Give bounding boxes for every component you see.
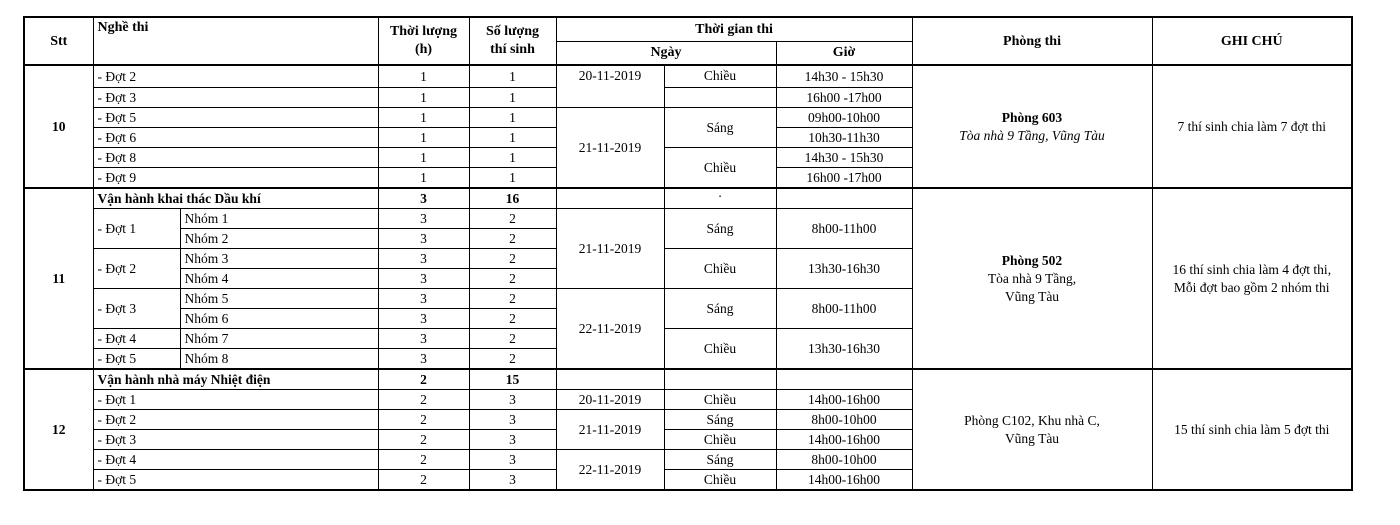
g12-dot: - Đợt 5 bbox=[93, 470, 378, 491]
g11-dot: - Đợt 4 bbox=[93, 329, 180, 349]
g10-time: 14h30 - 15h30 bbox=[776, 148, 912, 168]
g12-note: 15 thí sinh chia làm 5 đợt thi bbox=[1152, 369, 1352, 490]
g11-group: Nhóm 4 bbox=[180, 269, 378, 289]
g11-duration: 3 bbox=[378, 329, 469, 349]
g11-title-count: 16 bbox=[469, 188, 556, 209]
g12-date: 20-11-2019 bbox=[556, 390, 664, 410]
g10-dot: - Đợt 9 bbox=[93, 168, 378, 189]
g11-title-time-blank bbox=[776, 188, 912, 209]
g11-title-date-blank bbox=[556, 188, 664, 209]
g10-dot: - Đợt 8 bbox=[93, 148, 378, 168]
g11-time: 8h00-11h00 bbox=[776, 289, 912, 329]
g12-room-line2: Vũng Tàu bbox=[1004, 430, 1060, 446]
g11-session: Chiều bbox=[664, 249, 776, 289]
g12-session: Sáng bbox=[664, 450, 776, 470]
g10-count: 1 bbox=[469, 88, 556, 108]
g11-count: 2 bbox=[469, 229, 556, 249]
g11-duration: 3 bbox=[378, 209, 469, 229]
g12-count: 3 bbox=[469, 470, 556, 491]
g11-time: 13h30-16h30 bbox=[776, 329, 912, 370]
g10-time: 16h00 -17h00 bbox=[776, 88, 912, 108]
g10-duration: 1 bbox=[378, 108, 469, 128]
g12-session: Chiều bbox=[664, 390, 776, 410]
g12-title-date-blank bbox=[556, 369, 664, 390]
g10-room-name: Phòng 603 bbox=[1001, 109, 1063, 125]
g11-room bbox=[912, 188, 1152, 369]
g10-time: 16h00 -17h00 bbox=[776, 168, 912, 189]
g12-title-time-blank bbox=[776, 369, 912, 390]
g11-group: Nhóm 3 bbox=[180, 249, 378, 269]
g12-duration: 2 bbox=[378, 430, 469, 450]
g12-room bbox=[912, 369, 1152, 490]
g12-duration: 2 bbox=[378, 450, 469, 470]
header-nghe-thi: Nghề thi bbox=[93, 17, 378, 65]
g11-room-name: Phòng 502 bbox=[1001, 252, 1063, 268]
g11-title-dot: . bbox=[664, 188, 776, 209]
header-thoi-luong bbox=[378, 17, 469, 65]
g11-group: Nhóm 6 bbox=[180, 309, 378, 329]
g12-count: 3 bbox=[469, 390, 556, 410]
g11-dot: - Đợt 5 bbox=[93, 349, 180, 370]
g11-duration: 3 bbox=[378, 269, 469, 289]
g11-title-duration: 3 bbox=[378, 188, 469, 209]
g10-dot: - Đợt 3 bbox=[93, 88, 378, 108]
g10-session: Sáng bbox=[664, 108, 776, 148]
header-ghi-chu: GHI CHÚ bbox=[1152, 17, 1352, 65]
g12-room-line1: Phòng C102, Khu nhà C, bbox=[964, 412, 1100, 428]
g10-date: 20-11-2019 bbox=[556, 65, 664, 108]
g12-title-duration: 2 bbox=[378, 369, 469, 390]
g11-session: Sáng bbox=[664, 209, 776, 249]
g10-count: 1 bbox=[469, 65, 556, 88]
g11-title: Vận hành khai thác Dầu khí bbox=[93, 188, 378, 209]
g10-session: Chiều bbox=[664, 148, 776, 189]
g12-time: 14h00-16h00 bbox=[776, 430, 912, 450]
g10-time: 14h30 - 15h30 bbox=[776, 65, 912, 88]
g12-dot: - Đợt 4 bbox=[93, 450, 378, 470]
g10-room bbox=[912, 65, 1152, 188]
g11-room-place-2: Vũng Tàu bbox=[1004, 288, 1060, 304]
g10-duration: 1 bbox=[378, 148, 469, 168]
g11-date: 22-11-2019 bbox=[556, 289, 664, 370]
g11-title-row bbox=[24, 188, 1352, 209]
header-so-luong-line2: thí sinh bbox=[490, 42, 535, 57]
g11-duration: 3 bbox=[378, 289, 469, 309]
g11-dot: - Đợt 2 bbox=[93, 249, 180, 289]
g12-session: Chiều bbox=[664, 470, 776, 491]
g11-session: Sáng bbox=[664, 289, 776, 329]
g12-title-row bbox=[24, 369, 1352, 390]
g12-time: 8h00-10h00 bbox=[776, 410, 912, 430]
g12-dot: - Đợt 2 bbox=[93, 410, 378, 430]
g12-duration: 2 bbox=[378, 410, 469, 430]
header-ngay: Ngày bbox=[556, 41, 776, 65]
g11-room-place-1: Tòa nhà 9 Tầng, bbox=[987, 270, 1077, 286]
g12-date: 22-11-2019 bbox=[556, 450, 664, 491]
header-so-luong-line1: Số lượng bbox=[485, 24, 540, 39]
g10-dot: - Đợt 2 bbox=[93, 65, 378, 88]
g10-row-1 bbox=[24, 65, 1352, 88]
g10-count: 1 bbox=[469, 168, 556, 189]
g11-dot: - Đợt 1 bbox=[93, 209, 180, 249]
g10-count: 1 bbox=[469, 128, 556, 148]
g11-duration: 3 bbox=[378, 349, 469, 370]
g11-count: 2 bbox=[469, 289, 556, 309]
g12-count: 3 bbox=[469, 450, 556, 470]
g11-group: Nhóm 8 bbox=[180, 349, 378, 370]
g10-duration: 1 bbox=[378, 128, 469, 148]
g10-time: 09h00-10h00 bbox=[776, 108, 912, 128]
g12-count: 3 bbox=[469, 410, 556, 430]
header-row-1 bbox=[24, 17, 1352, 41]
g11-duration: 3 bbox=[378, 309, 469, 329]
g11-duration: 3 bbox=[378, 229, 469, 249]
g12-date: 21-11-2019 bbox=[556, 410, 664, 450]
g10-count: 1 bbox=[469, 148, 556, 168]
g10-dot: - Đợt 6 bbox=[93, 128, 378, 148]
g12-session: Chiều bbox=[664, 430, 776, 450]
g11-date: 21-11-2019 bbox=[556, 209, 664, 289]
g11-note-line1: 16 thí sinh chia làm 4 đợt thi, bbox=[1172, 261, 1332, 277]
g11-dot: - Đợt 3 bbox=[93, 289, 180, 329]
header-phong-thi: Phòng thi bbox=[912, 17, 1152, 65]
g12-title-session-blank bbox=[664, 369, 776, 390]
g10-note: 7 thí sinh chia làm 7 đợt thi bbox=[1152, 65, 1352, 188]
g10-duration: 1 bbox=[378, 65, 469, 88]
g11-count: 2 bbox=[469, 329, 556, 349]
g12-duration: 2 bbox=[378, 390, 469, 410]
g11-group: Nhóm 2 bbox=[180, 229, 378, 249]
g12-dot: - Đợt 3 bbox=[93, 430, 378, 450]
g12-title: Vận hành nhà máy Nhiệt điện bbox=[93, 369, 378, 390]
g11-count: 2 bbox=[469, 309, 556, 329]
g11-time: 8h00-11h00 bbox=[776, 209, 912, 249]
g12-count: 3 bbox=[469, 430, 556, 450]
g12-dot: - Đợt 1 bbox=[93, 390, 378, 410]
g11-group: Nhóm 7 bbox=[180, 329, 378, 349]
g10-duration: 1 bbox=[378, 168, 469, 189]
g10-date: 21-11-2019 bbox=[556, 108, 664, 189]
header-gio: Giờ bbox=[776, 41, 912, 65]
g11-note-line2: Mỗi đợt bao gồm 2 nhóm thi bbox=[1173, 279, 1330, 295]
g10-count: 1 bbox=[469, 108, 556, 128]
header-thoi-luong-line2: (h) bbox=[414, 42, 433, 57]
g11-time: 13h30-16h30 bbox=[776, 249, 912, 289]
g10-dot: - Đợt 5 bbox=[93, 108, 378, 128]
header-thoi-luong-line1: Thời lượng bbox=[389, 24, 458, 39]
header-thoi-gian-thi: Thời gian thi bbox=[556, 17, 912, 41]
g11-count: 2 bbox=[469, 209, 556, 229]
g10-time: 10h30-11h30 bbox=[776, 128, 912, 148]
g12-time: 14h00-16h00 bbox=[776, 390, 912, 410]
g12-stt: 12 bbox=[24, 369, 93, 490]
g11-duration: 3 bbox=[378, 249, 469, 269]
g12-time: 8h00-10h00 bbox=[776, 450, 912, 470]
g11-count: 2 bbox=[469, 349, 556, 370]
g12-time: 14h00-16h00 bbox=[776, 470, 912, 491]
exam-schedule-table bbox=[23, 16, 1353, 491]
g12-title-count: 15 bbox=[469, 369, 556, 390]
g10-room-place: Tòa nhà 9 Tầng, Vũng Tàu bbox=[959, 127, 1105, 143]
g10-duration: 1 bbox=[378, 88, 469, 108]
header-so-luong bbox=[469, 17, 556, 65]
g11-session: Chiều bbox=[664, 329, 776, 370]
g11-note bbox=[1152, 188, 1352, 369]
g10-session: Chiều bbox=[664, 65, 776, 88]
header-stt: Stt bbox=[24, 17, 93, 65]
g11-stt: 11 bbox=[24, 188, 93, 369]
g11-count: 2 bbox=[469, 269, 556, 289]
exam-schedule-sheet bbox=[23, 16, 1353, 491]
g11-group: Nhóm 5 bbox=[180, 289, 378, 309]
g12-session: Sáng bbox=[664, 410, 776, 430]
g11-group: Nhóm 1 bbox=[180, 209, 378, 229]
g12-duration: 2 bbox=[378, 470, 469, 491]
g10-session-blank bbox=[664, 88, 776, 108]
g10-stt: 10 bbox=[24, 65, 93, 188]
g11-count: 2 bbox=[469, 249, 556, 269]
